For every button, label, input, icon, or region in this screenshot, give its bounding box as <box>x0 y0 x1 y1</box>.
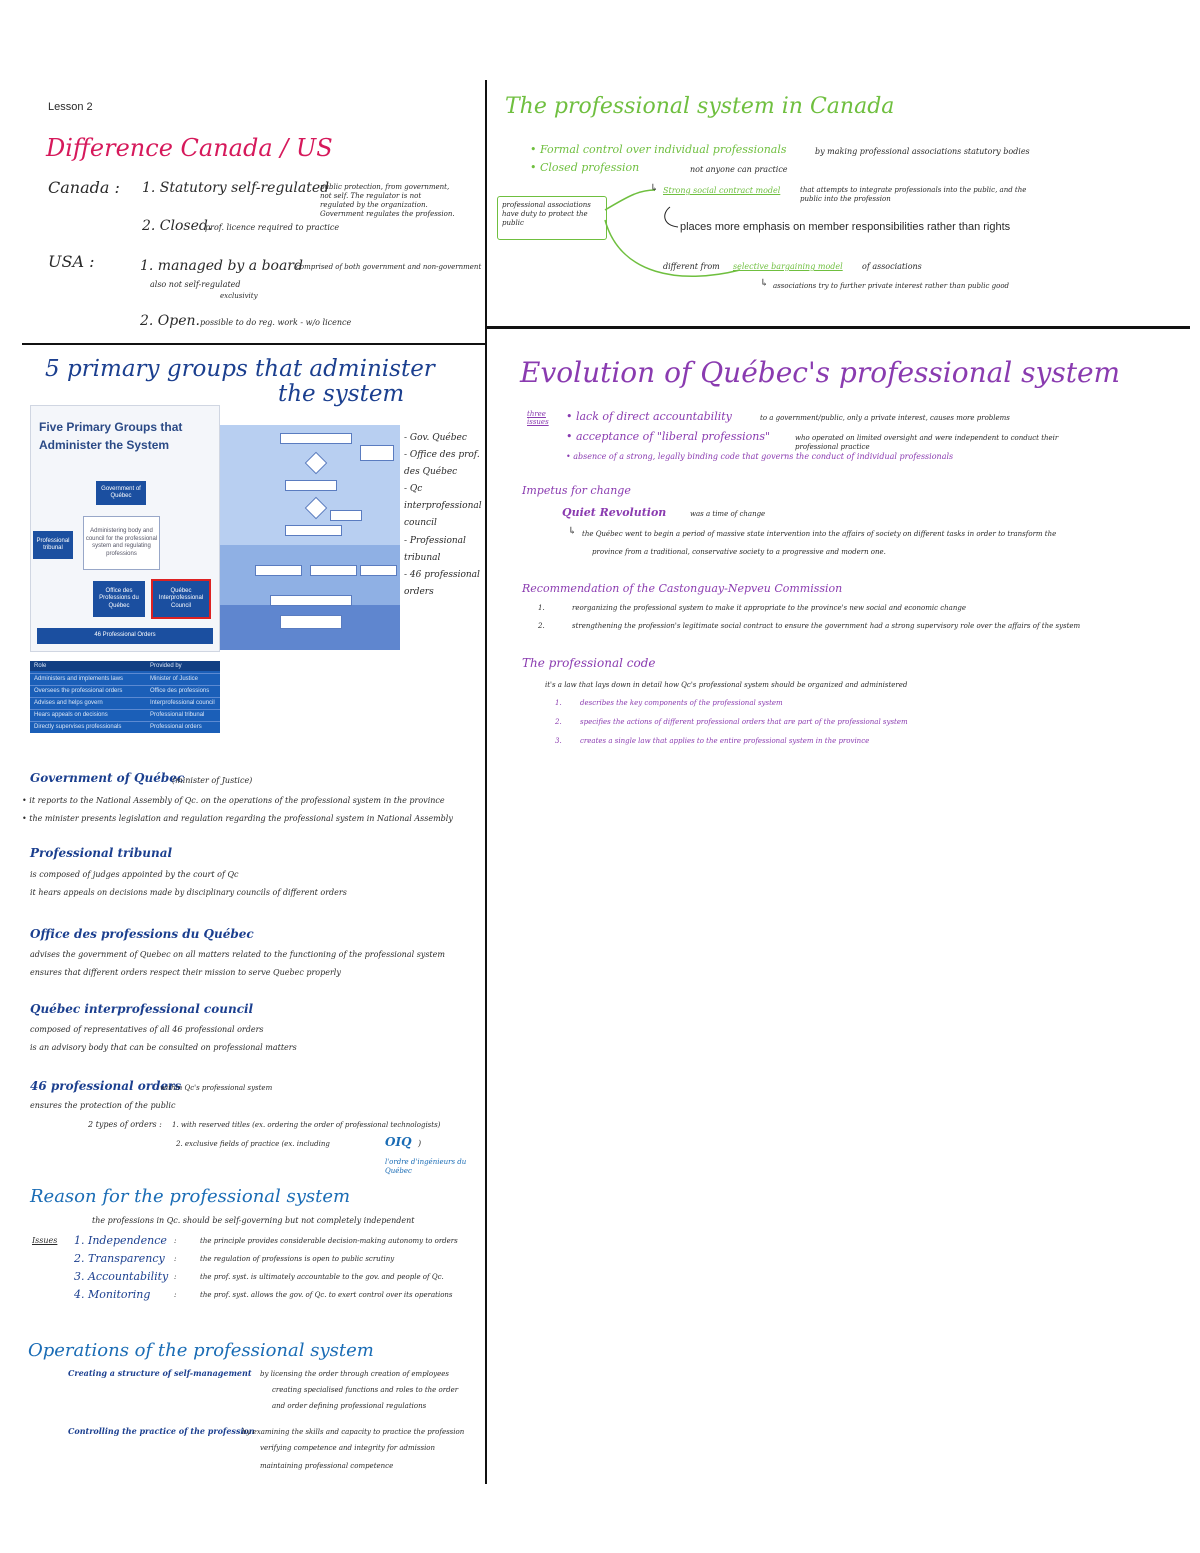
arrow-glyph-2: ↳ <box>760 278 769 289</box>
canada-system-bullet-2: • Closed profession <box>530 161 640 174</box>
usa-point-1-line2: also not self-regulated <box>150 280 241 289</box>
flow-node <box>360 565 397 576</box>
five-groups-side-notes <box>404 430 484 601</box>
evolution-title: Evolution of Québec's professional system <box>520 356 1121 389</box>
table-cell: Oversees the professional orders <box>34 688 123 694</box>
orders-type-2: 2. exclusive fields of practice (ex. including <box>176 1140 330 1148</box>
operations-title: Operations of the professional system <box>28 1340 374 1361</box>
flow-node <box>280 615 342 629</box>
table-row <box>30 721 220 732</box>
reason-item-name: 3. Accountability <box>74 1270 169 1283</box>
orders-point-1: ensures the protection of the public <box>30 1101 176 1110</box>
evolution-bullet-1-note: to a government/public, only a private interest, causes more problems <box>760 414 1010 422</box>
orders-oiq-note: l'ordre d'ingénieurs du Québec <box>385 1158 467 1176</box>
roles-table <box>30 661 220 733</box>
usa-label: USA : <box>48 252 95 271</box>
tribunal-point-2: it hears appeals on decisions made by disciplinary councils of different orders <box>30 888 347 897</box>
flow-node <box>270 595 352 606</box>
canada-system-bullet-2-note: not anyone can practice <box>690 165 788 174</box>
operations-b-2: verifying competence and integrity for admission <box>260 1444 436 1452</box>
slide-box-orders: 46 Professional Orders <box>37 628 213 644</box>
canada-point-2: 2. Closed. <box>142 218 213 234</box>
slide-box-ciq: Québec Interprofessional Council <box>153 581 209 617</box>
reason-item-desc: the prof. syst. is ultimately accountable to the gov. and people of Qc. <box>200 1273 444 1281</box>
ciq-point-1: composed of representatives of all 46 professional orders <box>30 1025 264 1034</box>
canada-point-2-note: prof. licence required to practice <box>205 223 340 232</box>
quiet-revolution-note: was a time of change <box>690 510 766 518</box>
canada-point-1-note: public protection, from government, not self. The regulator is not regulated by the organization. Government regulates the profession. <box>320 183 455 219</box>
table-header-cell: Provided by <box>150 663 182 669</box>
gov-point-2: • the minister presents legislation and regulation regarding the professional system in National Assembly <box>22 814 453 823</box>
canada-system-sub-1-note: that attempts to integrate professionals into the public, and the public into the profession <box>800 186 1027 204</box>
diff-title: Difference Canada / US <box>46 134 333 162</box>
reason-item-desc: the principle provides considerable decision-making autonomy to orders <box>200 1237 458 1245</box>
orders-types-label: 2 types of orders : <box>88 1120 162 1129</box>
office-point-2: ensures that different orders respect their mission to serve Quebec properly <box>30 968 341 977</box>
orders-title: 46 professional orders <box>30 1079 182 1093</box>
reason-item-desc: the prof. syst. allows the gov. of Qc. to exert control over its operations <box>200 1291 453 1299</box>
orders-type-2-end: ) <box>418 1139 422 1148</box>
usa-point-1-note: comprised of both government and non-government <box>296 263 482 271</box>
canada-system-sub-4: associations try to further private interest rather than public good <box>773 282 1010 290</box>
flowchart-image <box>220 425 400 650</box>
canada-label: Canada : <box>48 178 120 197</box>
code-title: The professional code <box>522 656 656 670</box>
arrow-glyph-1: ↳ <box>650 183 659 194</box>
canada-system-bullet-1: • Formal control over individual professionals <box>530 143 787 156</box>
tribunal-point-1: is composed of judges appointed by the court of Qc <box>30 870 239 879</box>
connector-curves <box>600 185 760 290</box>
flow-node <box>255 565 302 576</box>
recommendation-1: reorganizing the professional system to make it appropriate to the province's new social and economic change <box>572 604 966 612</box>
table-cell: Directly supervises professionals <box>34 724 122 730</box>
center-divider <box>485 80 487 1484</box>
gov-title-note: (minister of Justice) <box>172 776 253 785</box>
gov-point-1: • it reports to the National Assembly of Qc. on the operations of the professional system in the province <box>22 796 445 805</box>
table-cell: Administers and implements laws <box>34 676 124 682</box>
reason-item-name: 1. Independence <box>74 1234 167 1247</box>
slide-box-tribunal: Professional tribunal <box>33 531 73 559</box>
side-note-item: - Professional tribunal <box>404 535 466 563</box>
table-cell: Hears appeals on decisions <box>34 712 108 718</box>
slide-title-line2: Administer the System <box>39 438 170 452</box>
orders-type-1: 1. with reserved titles (ex. ordering the order of professional technologists) <box>172 1121 441 1129</box>
slide-box-office: Office des Professions du Québec <box>93 581 145 617</box>
reason-item-desc: the regulation of professions is open to public scrutiny <box>200 1255 395 1263</box>
quiet-revolution: Quiet Revolution <box>562 506 667 519</box>
usa-point-1: 1. managed by a board <box>140 258 303 274</box>
arrow-glyph-3: ↳ <box>568 526 577 537</box>
reason-intro: the professions in Qc. should be self-governing but not completely independent <box>92 1216 415 1225</box>
table-header-row <box>30 661 220 671</box>
flow-node <box>285 525 342 536</box>
operations-a-2: creating specialised functions and roles to the order <box>272 1386 459 1394</box>
table-cell: Minister of Justice <box>150 676 199 682</box>
table-cell: Professional tribunal <box>150 712 205 718</box>
orders-title-note: within Qc's professional system <box>160 1084 273 1092</box>
lesson-label: Lesson 2 <box>48 101 93 113</box>
quiet-revolution-desc-1: the Québec went to begin a period of massive state intervention into the affairs of society on different tasks in order to transform the <box>582 530 1057 538</box>
five-groups-title-line2: the system <box>278 381 405 407</box>
table-row <box>30 673 220 684</box>
canada-point-1: 1. Statutory self-regulated <box>142 180 330 196</box>
flow-node <box>310 565 357 576</box>
flow-node <box>330 510 362 521</box>
side-note-box <box>497 196 607 240</box>
operations-b-title: Controlling the practice of the profession <box>68 1426 255 1436</box>
usa-point-2: 2. Open. <box>140 313 200 329</box>
reason-issues-label: Issues <box>32 1236 58 1245</box>
operations-b-1: by examining the skills and capacity to practice the profession <box>242 1428 465 1436</box>
orders-oiq: OIQ <box>385 1135 412 1149</box>
canada-system-sub-1: Strong social contract model <box>663 186 781 195</box>
right-section-divider <box>485 326 1190 329</box>
usa-point-1-line3: exclusivity <box>220 292 258 300</box>
canada-system-sub-3-model: selective bargaining model <box>733 262 843 271</box>
office-point-1: advises the government of Quebec on all matters related to the functioning of the professional system <box>30 950 445 959</box>
side-note-item: - Qc interprofessional council <box>404 484 482 529</box>
flow-node <box>280 433 352 444</box>
evolution-bullet-2: • acceptance of "liberal professions" <box>566 430 771 443</box>
side-note-text: professional associations have duty to protect the public <box>502 201 591 228</box>
evolution-issues-label: three issues <box>527 410 549 427</box>
usa-point-2-note: possible to do reg. work - w/o licence <box>200 318 352 327</box>
table-cell: Interprofessional council <box>150 700 215 706</box>
office-title: Office des professions du Québec <box>30 927 254 941</box>
impetus-title: Impetus for change <box>522 484 631 497</box>
canada-system-sub-3: different from <box>663 262 720 271</box>
table-row <box>30 709 220 720</box>
ciq-title: Québec interprofessional council <box>30 1002 254 1016</box>
table-header-cell: Role <box>34 663 47 669</box>
canada-system-title: The professional system in Canada <box>505 94 895 119</box>
left-section-divider <box>22 343 485 345</box>
five-groups-slide <box>30 405 220 652</box>
table-row <box>30 697 220 708</box>
gov-title: Government of Québec <box>30 771 185 785</box>
recommendation-2: strengthening the profession's legitimate social contract to ensure the government had a strong supervisory role over the affairs of the system <box>572 622 1081 630</box>
ciq-point-2: is an advisory body that can be consulted on professional matters <box>30 1043 297 1052</box>
operations-a-3: and order defining professional regulations <box>272 1402 427 1410</box>
flow-node <box>360 445 394 461</box>
table-row <box>30 685 220 696</box>
code-item-2: specifies the actions of different professional orders that are part of the professional system <box>580 718 908 726</box>
tribunal-title: Professional tribunal <box>30 846 173 860</box>
code-item-3: creates a single law that applies to the entire professional system in the province <box>580 737 870 745</box>
slide-title-line1: Five Primary Groups that <box>39 420 183 434</box>
operations-a-1: by licensing the order through creation of employees <box>260 1370 449 1378</box>
table-cell: Office des professions <box>150 688 210 694</box>
five-groups-title-line1: 5 primary groups that administer <box>45 356 435 382</box>
recommendation-title: Recommendation of the Castonguay-Nepveu Commission <box>522 582 843 595</box>
table-cell: Advises and helps govern <box>34 700 103 706</box>
side-note-item: - 46 professional orders <box>404 569 480 597</box>
operations-a-title: Creating a structure of self-management <box>68 1368 252 1378</box>
canada-system-sub-3-note: of associations <box>862 262 922 271</box>
canada-system-bullet-1-note: by making professional associations statutory bodies <box>815 147 1030 156</box>
code-intro: it's a law that lays down in detail how Qc's professional system should be organized and administered <box>545 681 908 689</box>
evolution-bullet-3: • absence of a strong, legally binding code that governs the conduct of individual professionals <box>566 452 954 461</box>
evolution-bullet-2-note: who operated on limited oversight and were independent to conduct their professional practice <box>795 434 1059 452</box>
operations-b-3: maintaining professional competence <box>260 1462 394 1470</box>
reason-item-name: 4. Monitoring <box>74 1288 151 1301</box>
side-note-item: - Gov. Québec <box>404 433 467 443</box>
slide-box-government: Government of Québec <box>96 481 146 505</box>
quiet-revolution-desc-2: province from a traditional, conservative society to a progressive and modern one. <box>592 548 886 556</box>
side-note-item: - Office des prof. des Québec <box>404 450 480 478</box>
reason-title: Reason for the professional system <box>30 1186 351 1207</box>
reason-item-name: 2. Transparency <box>74 1252 165 1265</box>
flow-node <box>285 480 337 491</box>
slide-box-description: Administering body and council for the professional system and regulating professions <box>83 516 160 570</box>
evolution-bullet-1: • lack of direct accountability <box>566 410 732 423</box>
code-item-1: describes the key components of the professional system <box>580 699 783 707</box>
canada-system-sub-2: places more emphasis on member responsibilities rather than rights <box>680 221 1011 233</box>
table-cell: Professional orders <box>150 724 202 730</box>
